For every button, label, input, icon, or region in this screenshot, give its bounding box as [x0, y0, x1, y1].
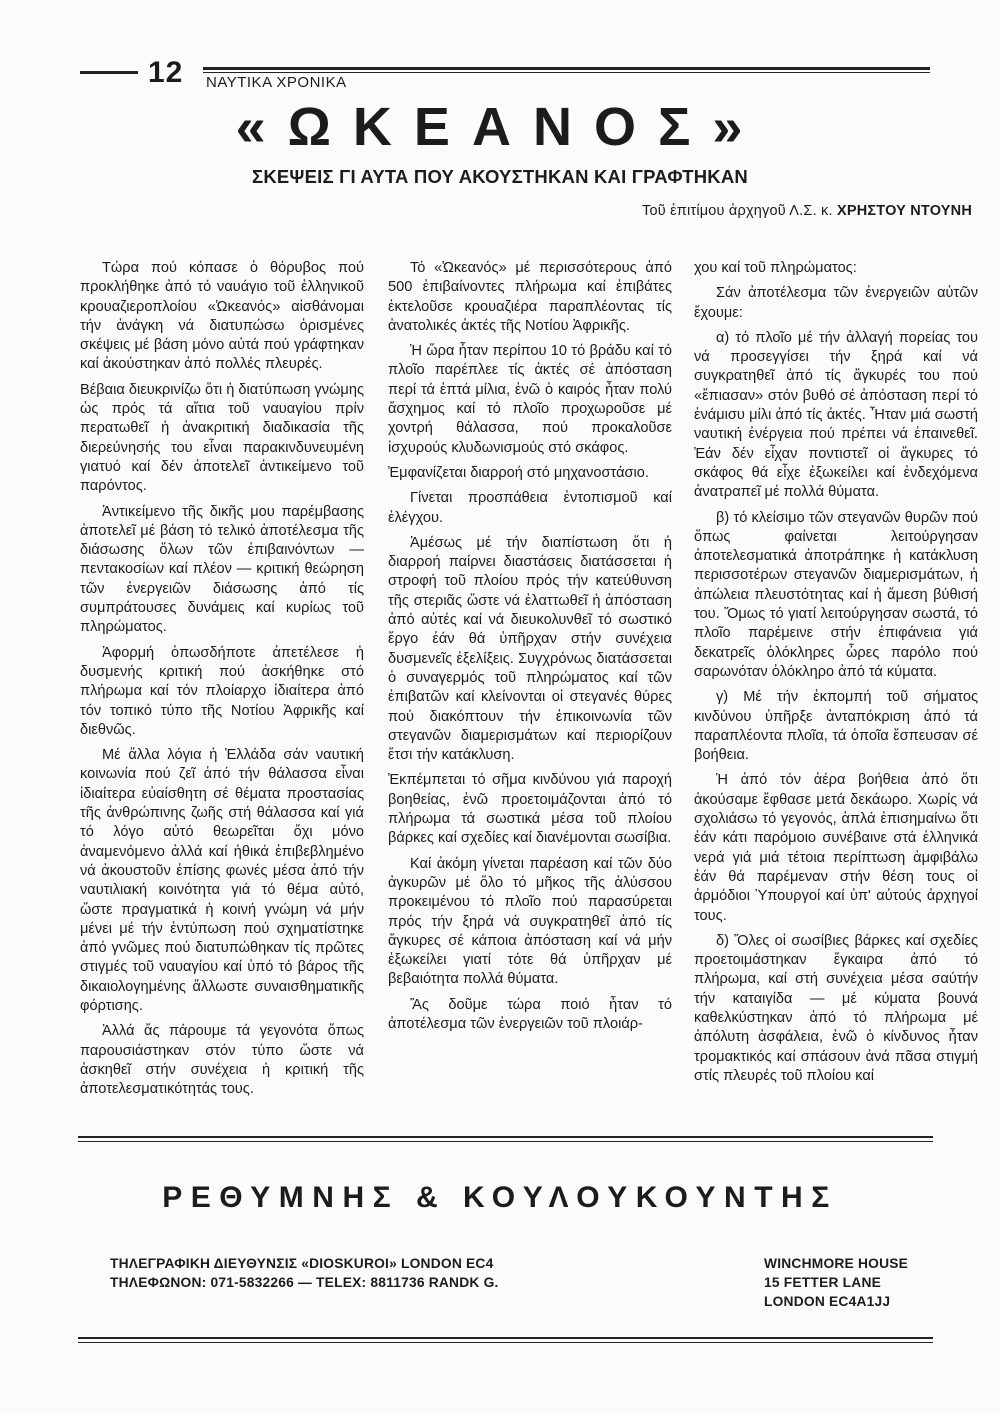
publication-name: ΝΑΥΤΙΚΑ ΧΡΟΝΙΚΑ: [206, 74, 347, 91]
advert-phone-telex: ΤΗΛΕΦΩΝΟΝ: 071-5832266 — TELEX: 8811736 RANDK G.: [110, 1275, 499, 1290]
header-rule-right-thick: [203, 67, 930, 70]
advert-top-rule-2: [78, 1141, 933, 1142]
advert-bottom-rule: [78, 1337, 933, 1339]
article-title: «ΩΚΕΑΝΟΣ»: [235, 97, 765, 157]
advert-telegraph: ΤΗΛΕΓΡΑΦΙΚΗ ΔΙΕΥΘΥΝΣΙΣ «DIOSKUROI» LONDON EC4: [110, 1256, 494, 1271]
paragraph: Ἐκπέμπεται τό σῆμα κινδύνου γιά παροχή βοηθείας, ἐνῶ προετοιμάζονται ἀπό τό πλήρωμα τά σωστικά μέσα τοῦ πλοίου βάρκες καί σχεδίες καί διανέμονται σωσίβια.: [388, 772, 672, 847]
header-rule-left: [80, 71, 138, 74]
paragraph: Βέβαια διευκρινίζω ὅτι ἡ διατύπωση γνώμης ὡς πρός τά αἴτια τοῦ ναυαγίου πρίν περατωθεῖ ἡ ἀνακριτική διαδικασία τῆς διερεύνησής του εἶναι παρακινδυνευμένη γιατυό καί δέν ἀποτελεῖ ἀντικείμενο τοῦ παρόντος.: [80, 381, 364, 495]
advert-bottom-rule-2: [78, 1342, 933, 1343]
paragraph: β) τό κλείσιμο τῶν στεγανῶν θυρῶν πού ὅπως φαίνεται λειτούργησαν ἀποτελεσματικά ἀποτράπηκε ἡ κατάκλυση περισσοτέρων στεγανῶν διαμερισμάτων, ἡ ἀπώλεια πλευστότητας καί ἡ ἄμεση βύθισή του. Ὅμως τό γιατί λειτούργησαν σωστά, τό πλοῖο παρέμεινε στήν ἐπιφάνεια γιά δεκατρεῖς ὁλόκληρες ὧρες παρόλο πού σαρωνόταν ὁλόκληρο ἀπό τά κύματα.: [694, 509, 978, 680]
byline-author: ΧΡΗΣΤΟΥ ΝΤΟΥΝΗ: [836, 203, 972, 219]
article-column-3: [694, 259, 978, 1092]
article-column-2: [388, 259, 672, 1040]
paragraph: Ἡ ὥρα ἦταν περίπου 10 τό βράδυ καί τό πλοῖο παρέπλεε τίς ἀκτές σέ ἀπόσταση περί τά ἑπτά μίλια, ἐνῶ ὁ καιρός ἦταν πολύ ἄσχημος καί τό πλοῖο προχωροῦσε μέ χοντρή θάλασσα, πού προκαλοῦσε ἰσχυρούς κλυδωνισμούς στό σκάφος.: [388, 343, 672, 456]
paragraph: Ἀντικείμενο τῆς δικῆς μου παρέμβασης ἀποτελεῖ μέ βάση τό τελικό ἀποτέλεσμα τῆς διάσωσης ὅλων τῶν ἐπιβαινόντων — πεντακοσίων καί πλέον — κριτική θεώρηση τῶν ἐνεργειῶν διάσωσης ἀπό τίς συμπράτουσες δυνάμεις καί κυρίως τοῦ πληρώματος.: [80, 503, 364, 636]
paragraph: Γίνεται προσπάθεια ἐντοπισμοῦ καί ἐλέγχου.: [388, 490, 672, 526]
byline-prefix: Τοῦ ἐπιτίμου ἀρχηγοῦ Λ.Σ. κ.: [642, 203, 833, 219]
article-column-1: [80, 259, 364, 1105]
header-rule-right-thin: [203, 72, 930, 73]
paragraph: Σάν ἀποτέλεσμα τῶν ἐνεργειῶν αὐτῶν ἔχουμε:: [694, 285, 978, 321]
article-subtitle: ΣΚΕΨΕΙΣ ΓΙ ΑΥΤΑ ΠΟΥ ΑΚΟΥΣΤΗΚΑΝ ΚΑΙ ΓΡΑΦΤΗΚΑΝ: [252, 166, 748, 187]
advert-address: [764, 1254, 908, 1311]
advert-top-rule: [78, 1136, 933, 1138]
paragraph: Τώρα πού κόπασε ὁ θόρυβος πού προκλήθηκε ἀπό τό ναυάγιο τοῦ ἑλληνικοῦ κρουαζιεροπλοίου «Ὠκεανός» αἰσθάνομαι τήν ἀνάγκη νά διατυπώσω ὁρισμένες σκέψεις μέ βάση μόνο αὐτά πού γράφτηκαν καί ἀκούστηκαν ἀπό πολλές πλευρές.: [80, 260, 364, 373]
paragraph: Ἀλλά ἄς πάρουμε τά γεγονότα ὅπως παρουσιάστηκαν στόν τύπο ὥστε νά ἀσκηθεῖ στήν συνέχεια ἡ κριτική τῆς ἀποτελεσματικότητάς τους.: [80, 1023, 364, 1098]
paragraph: Ἐμφανίζεται διαρροή στό μηχανοστάσιο.: [388, 464, 649, 481]
address-line: 15 FETTER LANE: [764, 1275, 882, 1290]
address-line: WINCHMORE HOUSE: [764, 1256, 909, 1271]
paragraph: α) τό πλοῖο μέ τήν ἀλλαγή πορείας του νά προσεγγίσει τήν ξηρά καί νά συγκρατηθεῖ ἀπό τίς ἄγκυρές του πού «ἔπιασαν» στόν βυθό σέ ἀπόσταση περί τό ἑνάμισυ μίλι ἀπό τίς ἀκτές. Ἦταν μιά σωστή ναυτική ἐνέργεια πού πρέπει νά ἐπαινεθεῖ. Ἐάν δέν εἶχαν ποντιστεῖ οἱ ἄγκυρες τό σκάφος θά εἶχε ἐξωκείλει καί ἐνδεχόμενα ἀνατραπεῖ μέ πολλά θύματα.: [694, 329, 978, 501]
page-number: 12: [148, 56, 184, 89]
paragraph: δ) Ὅλες οἱ σωσίβιες βάρκες καί σχεδίες προετοιμάστηκαν ἔγκαιρα ἀπό τό πλήρωμα, καί στή συνέχεια μέσα σαύτήν τήν καταιγίδα — μέ κύματα βουνά καθελκύστηκαν ἀπό τό πλήρωμα μέ ἀπόλυτη ἀσφάλεια, ἐνῶ ὁ κίνδυνος ἦταν τρομακτικός καί σπάσουν ἀνά πᾶσα στιγμή στίς πλευρές τοῦ πλοίου καί: [694, 932, 978, 1084]
paragraph: Καί ἀκόμη γίνεται παρέαση καί τῶν δύο ἀγκυρῶν μέ ὅλο τό μῆκος τῆς ἁλύσσου προκειμένου τό πλοῖο πού παρασύρεται πρός τήν ξηρά νά συγκρατηθεῖ ἀπό τίς ἄγκυρες σέ κάποια ἀπόσταση καί νά μήν ἐξωκείλει γιατί τότε θά ὑπῆρχαν μέ βεβαιότητα πολλά θύματα.: [388, 855, 672, 988]
paragraph: χου καί τοῦ πληρώματος:: [694, 260, 857, 276]
paragraph: γ) Μέ τήν ἐκπομπή τοῦ σήματος κινδύνου ὑπῆρξε ἀνταπόκριση ἀπό τά παραπλέοντα πλοῖα, τά ὁποῖα ἔσπευσαν σέ βοήθεια.: [694, 689, 978, 764]
advert-company-name: ΡΕΘΥΜΝΗΣ & ΚΟΥΛΟΥΚΟΥΝΤΗΣ: [162, 1181, 838, 1214]
advert-contact: [110, 1254, 499, 1292]
paragraph: Μέ ἄλλα λόγια ἡ Ἑλλάδα σάν ναυτική κοινωνία πού ζεῖ ἀπό τήν θάλασσα εἶναι ἰδιαίτερα εὐαίσθητη σέ θέματα προστασίας τῆς ἀνθρώπινης ζωῆς στή θάλασσα καί γιά τό λόγο αὐτό θεωρεῖται ὄχι μόνο ἀναμενόμενο ἀλλά καί ἠθικά ἐπιβεβλημένο νά ἀκουστοῦν ἐπίσης φωνές μέσα ἀπό τήν ναυτιλιακή κοινότητα γιά τό θέμα αὐτό, ὥστε πραγματικά ἡ κοινή γνώμη νά μήν μένει μέ τήν ἐντύπωση πού σχηματίστηκε ἀπό γνῶμες πού διατυπώθηκαν τίς πρῶτες στιγμές τοῦ ναυαγίου καί ὑπό τό βάρος τῆς δικαιολογημένης ἄλλωστε συναισθηματικῆς φόρτισης.: [80, 747, 364, 1014]
paragraph: Ἡ ἀπό τόν ἀέρα βοήθεια ἀπό ὅτι ἀκούσαμε ἔφθασε μετά δεκάωρο. Χωρίς νά σχολιάσω τό γεγονός, ἁπλά ἐπισημαίνω ὅτι ἐάν κάτι παρόμοιο συνέβαινε στά ἑλληνικά νερά γιά μιά τέτοια περίπτωση ἀμφιβάλω ἐάν θά παρέμεναν στήν θέση τους οἱ ἁρμόδιοι Ὑπουργοί καί ὑπ' αὐτούς ἀρχηγοί τους.: [694, 772, 978, 924]
paragraph: Ἄς δοῦμε τώρα ποιό ἦταν τό ἀποτέλεσμα τῶν ἐνεργειῶν τοῦ πλοιάρ-: [388, 996, 672, 1032]
paragraph: Τό «Ὠκεανός» μέ περισσότερους ἀπό 500 ἐπιβαίνοντες πλήρωμα καί ἐπιβάτες ἐκτελοῦσε κρουαζιέρα παραπλέοντας τίς ἀνατολικές ἀκτές τῆς Νοτίου Ἀφρικῆς.: [388, 260, 672, 334]
paragraph: Ἀφορμή ὁπωσδήποτε ἀπετέλεσε ἡ δυσμενής κριτική πού ἀσκήθηκε στό πλήρωμα καί τόν πλοίαρχο ἰδιαίτερα ἀπό τόν τοπικό τύπο τῆς Νοτίου Ἀφρικῆς καί διεθνῶς.: [80, 644, 364, 738]
article-byline: [642, 203, 972, 219]
address-line: LONDON EC4A1JJ: [764, 1294, 891, 1309]
paragraph: Ἀμέσως μέ τήν διαπίστωση ὅτι ἡ διαρροή παίρνει διαστάσεις διατάσσεται ἡ στροφή τοῦ πλοίου πρός τήν κατεύθυνση τῆς στεριᾶς ὥστε νά ἐλαττωθεῖ ἡ ἀπόσταση ἀπό αὐτές καί νά διευκολυνθεῖ τό σωστικό ἔργο ἐάν θά ὑπῆρχαν στήν συνέχεια δυσμενεῖς ἐξελίξεις. Συγχρόνως διατάσσεται ὁ συναγερμός τοῦ πληρώματος καί τῶν ἐπιβατῶν καί κλείνονται οἱ στεγανές θύρες πού διακόπτουν τήν ἐπικοινωνία τῶν στεγανῶν διαμερισμάτων καί περιορίζουν ἔτσι τήν κατάκλυση.: [388, 534, 672, 764]
